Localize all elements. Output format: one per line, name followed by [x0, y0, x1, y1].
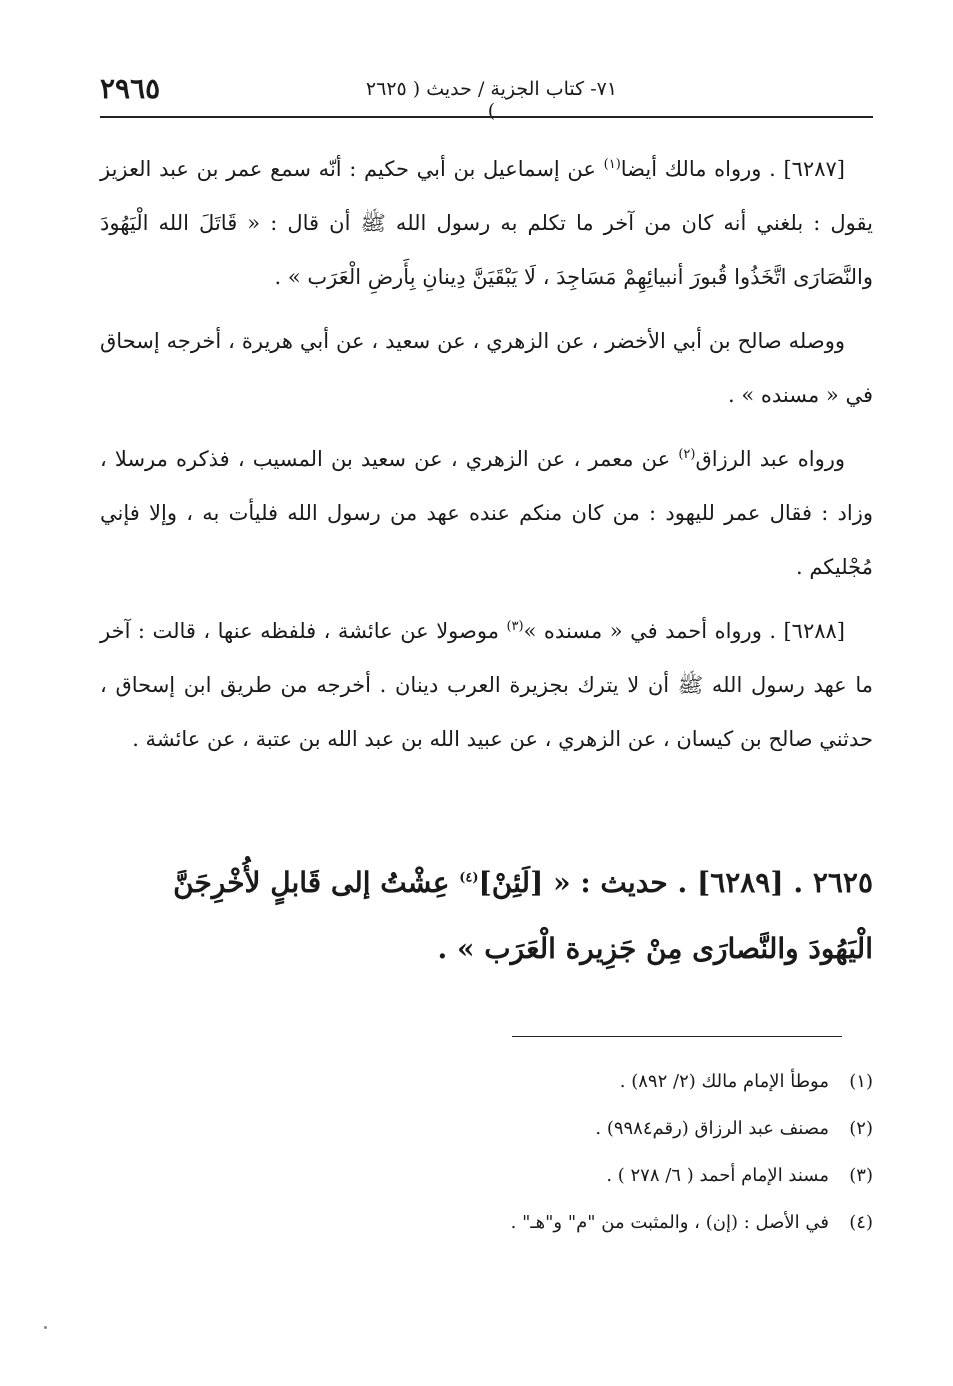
footnote-text: موطأ الإمام مالك (٢/ ٨٩٢) . [619, 1071, 829, 1092]
footnote-rule [512, 1036, 842, 1037]
footnote-3 [100, 1152, 873, 1199]
paragraph-text: [٦٢٨٨] . ورواه أحمد في « مسنده » [523, 619, 845, 643]
paragraph-text: موصولا عن عائشة ، فلفظه عنها ، قالت : آخر ما عهد رسول الله ﷺ أن لا يترك بجزيرة العرب دينان . أخرجه من طريق ابن إسحاق ، حدثني صالح بن كيسان ، عن الزهري ، عن عبيد الله بن عبد الله بن عتبة ، عن عائشة . [100, 619, 873, 751]
footnote-marker: (١) [603, 157, 621, 172]
paragraph-saleh [100, 314, 873, 422]
footnote-text: مسند الإمام أحمد ( ٦/ ٢٧٨ ) . [606, 1165, 829, 1186]
scan-speck [44, 1326, 47, 1329]
paragraph-text: ورواه عبد الرزاق [695, 447, 845, 471]
footnote-marker: (٣) [506, 619, 524, 634]
footnote-text: مصنف عبد الرزاق (رقم٩٩٨٤) . [595, 1118, 829, 1139]
paragraph-text: [٦٢٨٧] . ورواه مالك أيضا [620, 157, 845, 181]
running-title: ٧١- كتاب الجزية / حديث ( ٢٦٢٥ ) [365, 78, 618, 122]
footnote-1 [100, 1058, 873, 1105]
footnotes [100, 1058, 873, 1246]
hadith-2625 [100, 850, 873, 982]
paragraph-6288 [100, 604, 873, 766]
footnote-number: (٣) [849, 1165, 873, 1186]
footnote-text: في الأصل : (إن) ، والمثبت من "م" و"هـ" . [510, 1212, 829, 1233]
footnote-4 [100, 1199, 873, 1246]
page-number: ٢٩٦٥ [100, 72, 161, 105]
footnote-marker: (٤) [459, 870, 479, 886]
paragraph-text: عن إسماعيل بن أبي حكيم : أنّه سمع عمر بن عبد العزيز يقول : بلغني أنه كان من آخر ما تكلم به رسول الله ﷺ أن قال : « قَاتَلَ الله الْيَهُودَ والنَّصَارَى اتَّخَذُوا قُبورَ أنبيائِهِمْ مَسَاجِدَ ، لَا يَبْقَيَنَّ دِينانِ بِأَرضِ الْعَرَب » . [100, 157, 873, 289]
hadith-text: عِشْتُ إلى قَابلٍ لأُخْرِجَنَّ الْيَهُودَ والنَّصارَى مِنْ جَزِيرة الْعَرَب » . [173, 866, 873, 965]
footnote-number: (٢) [849, 1118, 873, 1139]
hadith-text: ٢٦٢٥ . [٦٢٨٩] . حديث : « [لَئِنْ] [478, 866, 873, 899]
main-text [100, 142, 873, 776]
footnote-marker: (٢) [678, 447, 696, 462]
paragraph-text: ووصله صالح بن أبي الأخضر ، عن الزهري ، عن سعيد ، عن أبي هريرة ، أخرجه إسحاق في « مسنده » . [100, 329, 873, 407]
footnote-number: (١) [849, 1071, 873, 1092]
paragraph-text: عن معمر ، عن الزهري ، عن سعيد بن المسيب ، فذكره مرسلا ، وزاد : فقال عمر لليهود : من كان منكم عنده عهد من رسول الله فليأت به ، وإلا فإني مُجْليكم . [100, 447, 873, 579]
paragraph-6287 [100, 142, 873, 304]
footnote-2 [100, 1105, 873, 1152]
header-rule [100, 116, 873, 118]
footnote-number: (٤) [849, 1212, 873, 1233]
page-header [100, 70, 873, 122]
paragraph-abdulrazzaq [100, 432, 873, 594]
